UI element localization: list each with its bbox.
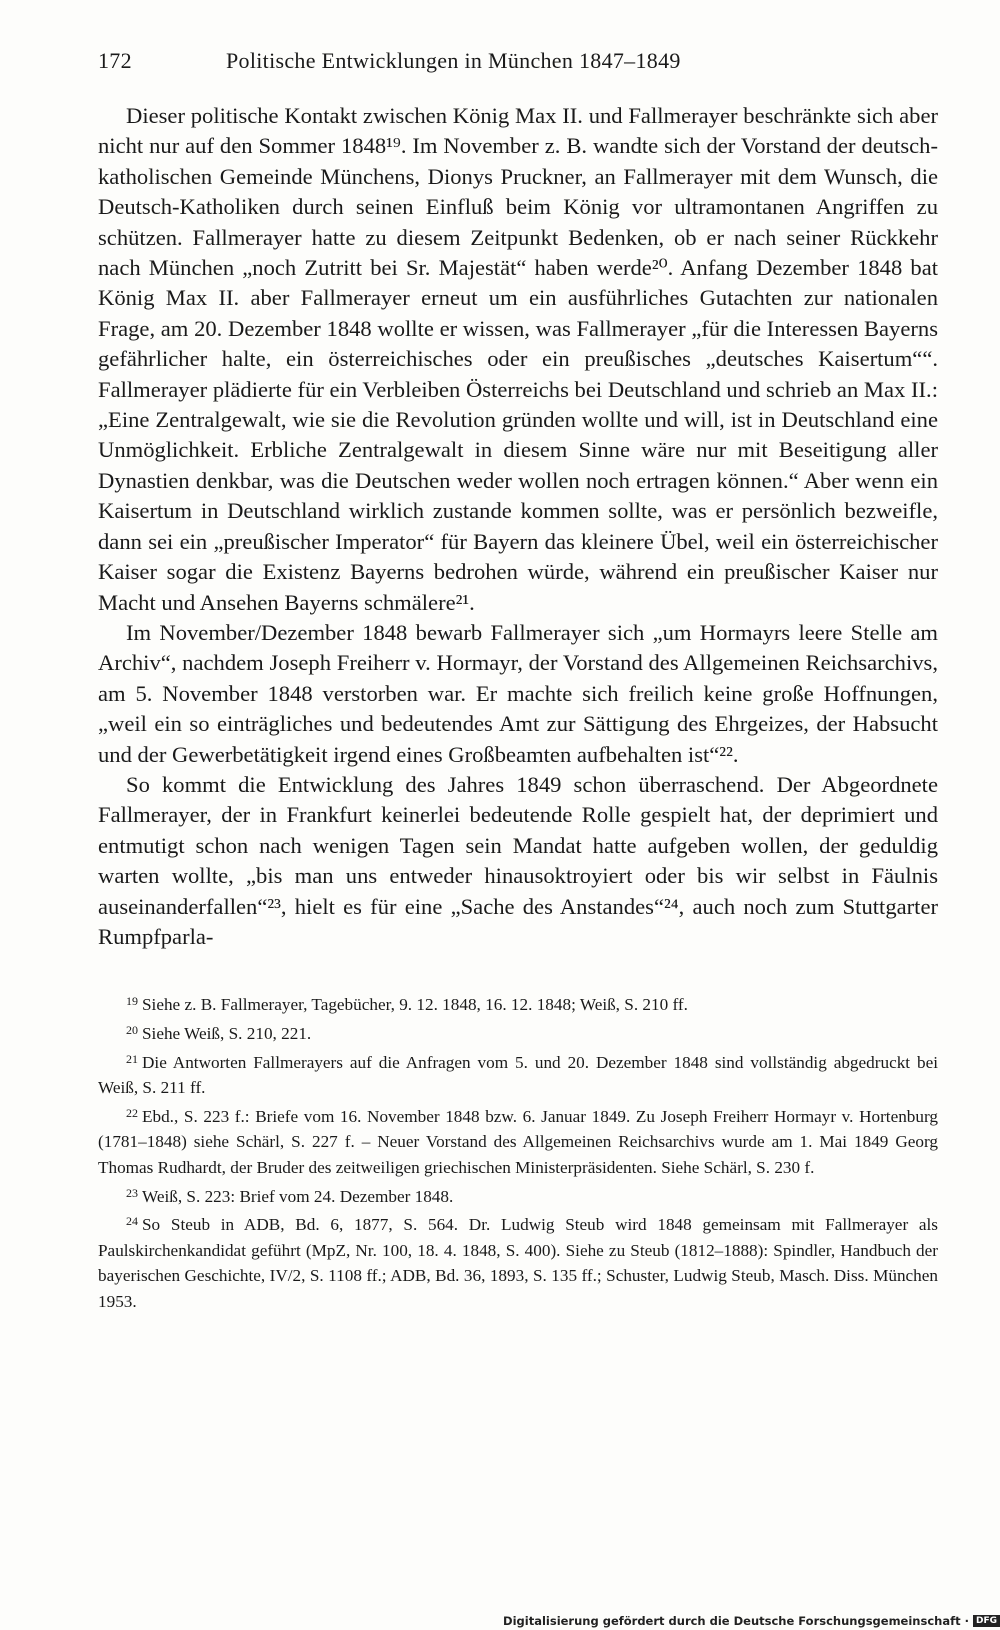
footnote-19 bbox=[98, 989, 938, 1018]
paragraph-1: Dieser politische Kontakt zwischen König Max II. und Fallmerayer beschränkte sich aber nicht nur auf den Sommer 1848¹⁹. Im November z. B. wandte sich der Vorstand der deutsch-katholischen Gemeinde Münchens, Dionys Pruckner, an Fallmerayer mit dem Wunsch, die Deutsch-Katholiken durch seinen Einfluß beim König vor ultramontanen Angriffen zu schützen. Fallmerayer hatte zu diesem Zeitpunkt Bedenken, ob er nach seiner Rückkehr nach München „noch Zutritt bei Sr. Majestät“ haben werde²⁰. Anfang Dezember 1848 bat König Max II. aber Fallmerayer erneut um ein ausführliches Gutachten zur nationalen Frage, am 20. Dezember 1848 wollte er wissen, was Fallmerayer „für die Interessen Bayerns gefährlicher halte, ein österreichisches oder ein preußisches „deutsches Kaisertum““. Fallmerayer plädierte für ein Verbleiben Österreichs bei Deutschland und schrieb an Max II.: „Eine Zentralgewalt, wie sie die Revolution gründen wollte und will, ist in Deutschland eine Unmöglichkeit. Erbliche Zentralgewalt in diesem Sinne wäre nur mit Beseitigung aller Dynastien denkbar, was die Deutschen weder wollen noch ertragen können.“ Aber wenn ein Kaisertum in Deutschland wirklich zustande kommen sollte, was er persönlich bezweifle, dann sei ein „preußischer Imperator“ für Bayern das kleinere Übel, weil ein österreichischer Kaiser sogar die Existenz Bayerns bedrohen würde, während ein preußischer Kaiser nur Macht und Ansehen Bayerns schmälere²¹. bbox=[98, 103, 938, 615]
footnote-number: 22 bbox=[126, 1105, 138, 1120]
footnote-24 bbox=[98, 1209, 938, 1314]
credit-text: Digitalisierung gefördert durch die Deutsche Forschungsgemeinschaft · bbox=[503, 1614, 969, 1628]
paragraph-3: So kommt die Entwicklung des Jahres 1849 schon überraschend. Der Abgeordnete Fallmerayer, der in Frankfurt keinerlei bedeutende Rolle gespielt hat, der deprimiert und entmutigt schon nach wenigen Tagen sein Mandat hatte aufgeben wollen, der geduldig warten wollte, „bis man uns entweder hinausoktroyiert oder bis wir selbst in Fäulnis auseinanderfallen“²³, hielt es für eine „Sache des Anstandes“²⁴, auch noch zum Stuttgarter Rumpfparla- bbox=[98, 771, 938, 949]
footnote-text: Weiß, S. 223: Brief vom 24. Dezember 1848. bbox=[142, 1186, 454, 1206]
footnote-number: 23 bbox=[126, 1185, 138, 1200]
footnote-23 bbox=[98, 1181, 938, 1210]
footnote-number: 19 bbox=[126, 994, 138, 1009]
footnote-text: So Steub in ADB, Bd. 6, 1877, S. 564. Dr. Ludwig Steub wird 1848 gemeinsam mit Fallmerayer als Paulskirchenkandidat geführt (MpZ, Nr. 100, 18. 4. 1848, S. 400). Siehe zu Steub (1812–1888): Spindler, Handbuch der bayerischen Geschichte, IV/2, S. 1108 ff.; ADB, Bd. 36, 1893, S. 135 ff.; Schuster, Ludwig Steub, Masch. Diss. München 1953. bbox=[98, 1215, 938, 1311]
page-header bbox=[98, 48, 938, 74]
digitization-credit bbox=[503, 1614, 1000, 1628]
footnotes bbox=[98, 989, 938, 1314]
footnote-21 bbox=[98, 1047, 938, 1101]
footnote-number: 21 bbox=[126, 1051, 138, 1066]
paragraph-2: Im November/Dezember 1848 bewarb Fallmerayer sich „um Hormayrs leere Stelle am Archiv“, nachdem Joseph Freiherr v. Hormayr, der Vorstand des Allgemeinen Reichsarchivs, am 5. November 1848 verstorben war. Er machte sich freilich keine große Hoffnungen, „weil ein so einträgliches und bedeutendes Amt zur Sättigung des Ehrgeizes, der Habsucht und der Gewerbetätigkeit irgend eines Großbeamten aufbehalten ist“²². bbox=[98, 619, 938, 767]
footnote-text: Ebd., S. 223 f.: Briefe vom 16. November 1848 bzw. 6. Januar 1849. Zu Joseph Freiherr Hormayr v. Hortenburg (1781–1848) siehe Schärl, S. 227 f. – Neuer Vorstand des Allgemeinen Reichsarchivs wurde am 1. Mai 1849 Georg Thomas Rudhardt, der Bruder des zeitweiligen griechischen Ministerpräsidenten. Siehe Schärl, S. 230 f. bbox=[98, 1106, 938, 1177]
footnote-number: 24 bbox=[126, 1214, 138, 1229]
dfg-logo-icon: DFG bbox=[973, 1615, 1000, 1627]
page-number: 172 bbox=[98, 48, 132, 73]
footnote-text: Siehe z. B. Fallmerayer, Tagebücher, 9. 12. 1848, 16. 12. 1848; Weiß, S. 210 ff. bbox=[142, 995, 688, 1015]
footnote-text: Siehe Weiß, S. 210, 221. bbox=[142, 1023, 312, 1043]
body-text bbox=[98, 101, 938, 952]
footnote-number: 20 bbox=[126, 1022, 138, 1037]
footnote-text: Die Antworten Fallmerayers auf die Anfragen vom 5. und 20. Dezember 1848 sind vollständig abgedruckt bei Weiß, S. 211 ff. bbox=[98, 1052, 938, 1098]
footnote-22 bbox=[98, 1101, 938, 1181]
footnote-20 bbox=[98, 1018, 938, 1047]
running-title: Politische Entwicklungen in München 1847–1849 bbox=[226, 48, 681, 73]
book-page bbox=[98, 48, 938, 1315]
